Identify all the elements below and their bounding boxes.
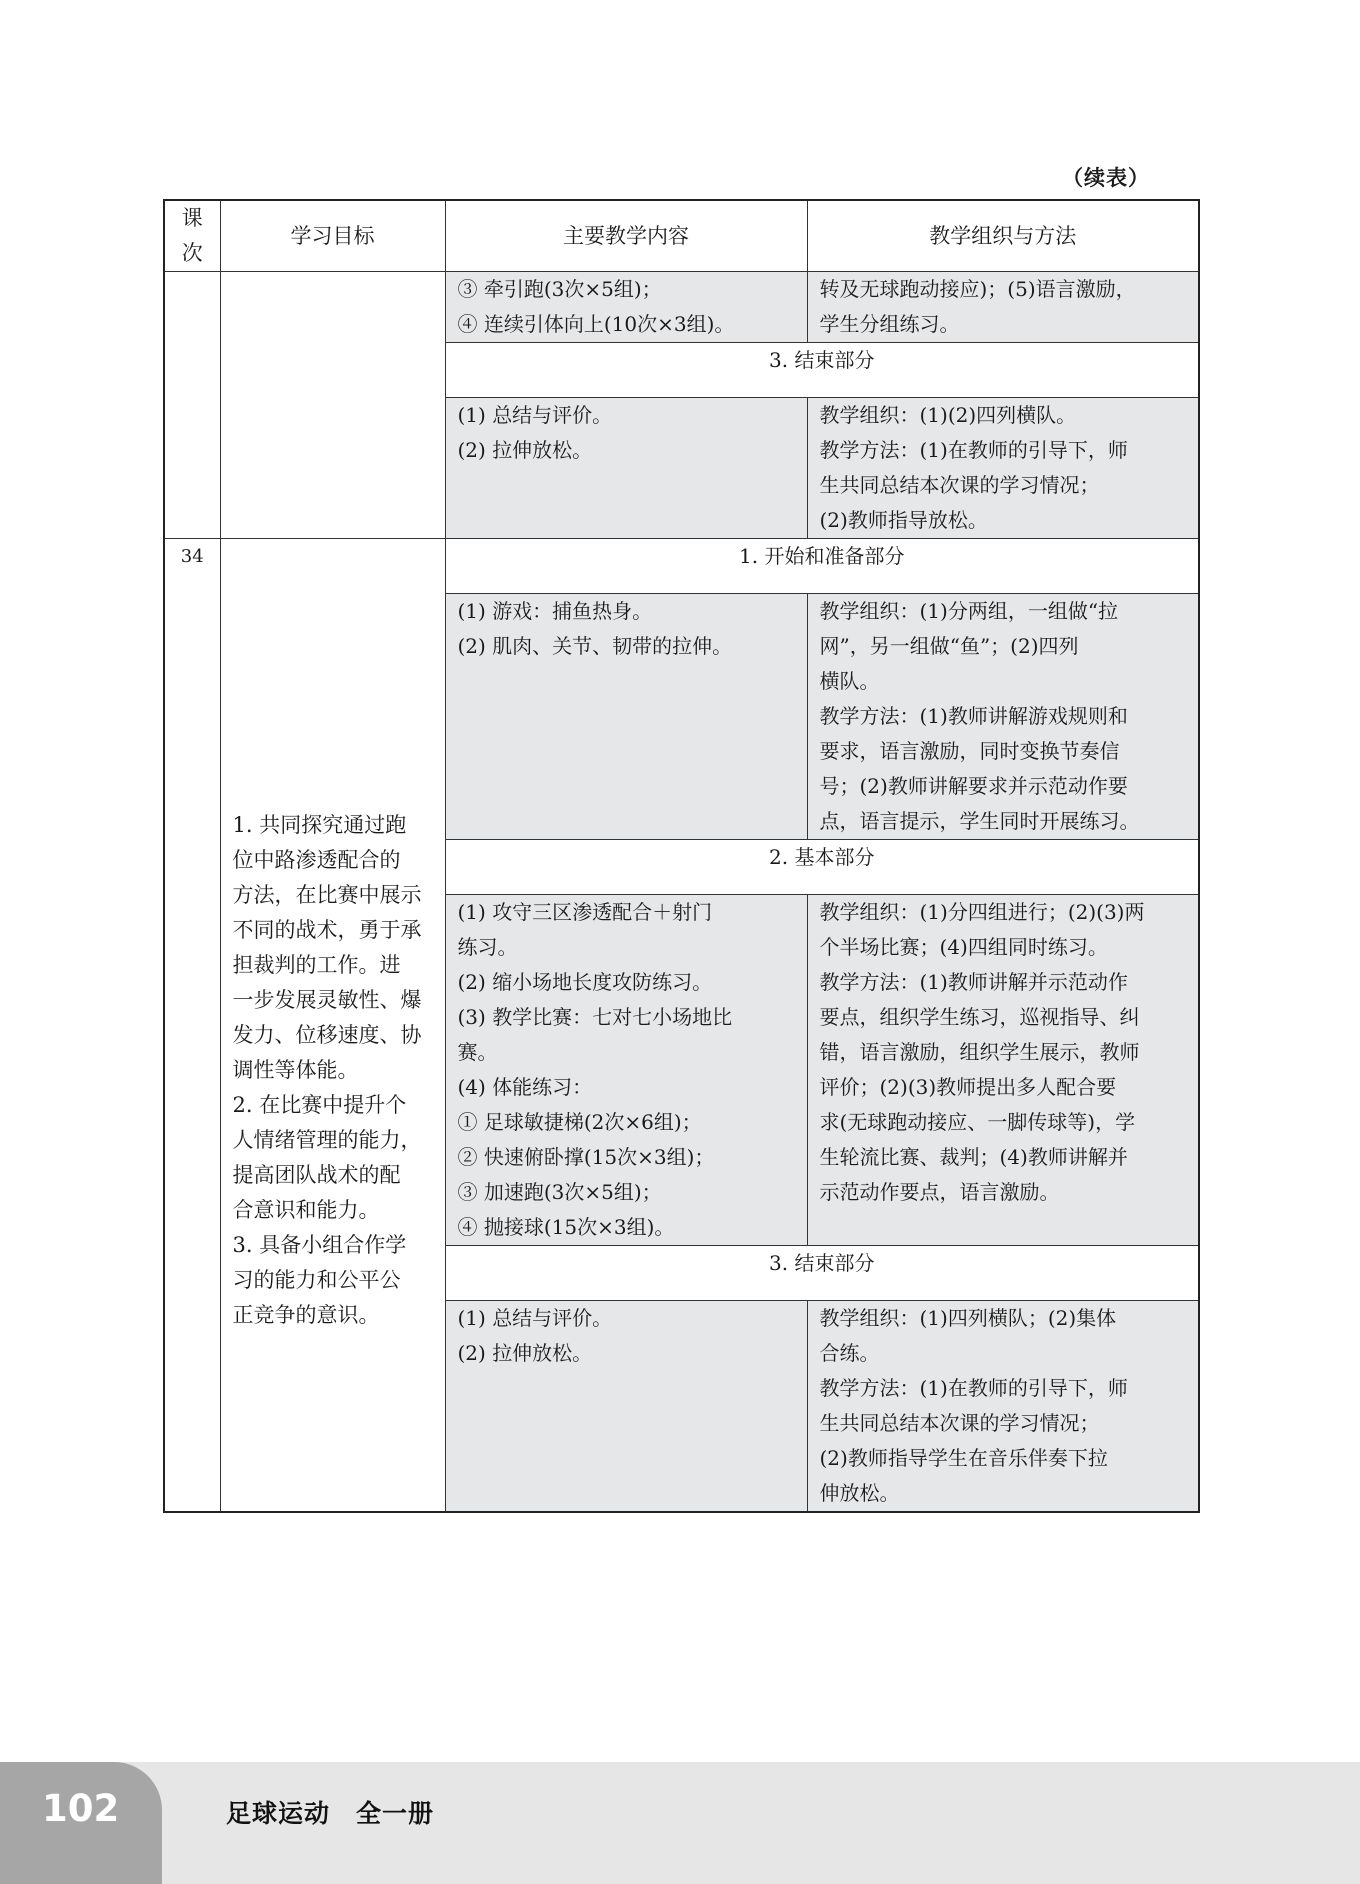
start-method: 教学组织：(1)分两组，一组做“拉 网”，另一组做“鱼”；(2)四列 横队。 教学方法：(1)教师讲解游戏规则和 要求，语言激励，同时变换节奏信 号；(2)教师讲解要求并示范动作要 点，语言提示，学生同时开展练习。 — [807, 594, 1199, 840]
lesson-goals: 1. 共同探究通过跑 位中路渗透配合的 方法，在比赛中展示 不同的战术，勇于承 担裁判的工作。进 一步发展灵敏性、爆 发力、位移速度、协 调性等体能。 2. 在比赛中提升个 人情绪管理的能力， 提高团队战术的配 合意识和能力。 3. 具备小组合作学 习的能力和公平公 正竞争的意识。 — [220, 539, 445, 1513]
cont-basic-content: ③ 牵引跑(3次×5组)； ④ 连续引体向上(10次×3组)。 — [445, 272, 807, 343]
header-row — [164, 200, 1199, 272]
footer-band — [0, 1762, 1360, 1884]
header-goals: 学习目标 — [220, 200, 445, 272]
header-lesson: 课次 — [164, 200, 220, 272]
lesson-plan-table — [163, 199, 1200, 1513]
lesson-number: 34 — [164, 539, 220, 1513]
cont-basic-method: 转及无球跑动接应)；(5)语言激励， 学生分组练习。 — [807, 272, 1199, 343]
header-method: 教学组织与方法 — [807, 200, 1199, 272]
section-heading-basic: 2. 基本部分 — [445, 840, 1199, 895]
end-content: (1) 总结与评价。 (2) 拉伸放松。 — [445, 1301, 807, 1513]
page-number: 102 — [42, 1787, 120, 1830]
header-content: 主要教学内容 — [445, 200, 807, 272]
end-method: 教学组织：(1)四列横队；(2)集体 合练。 教学方法：(1)在教师的引导下，师 生共同总结本次课的学习情况； (2)教师指导学生在音乐伴奏下拉 伸放松。 — [807, 1301, 1199, 1513]
cont-goals — [220, 272, 445, 539]
basic-content: (1) 攻守三区渗透配合＋射门 练习。 (2) 缩小场地长度攻防练习。 (3) 教学比赛：七对七小场地比 赛。 (4) 体能练习： ① 足球敏捷梯(2次×6组)； ② 快速俯卧撑(15次×3组)； ③ 加速跑(3次×5组)； ④ 抛接球(15次×3组)。 — [445, 895, 807, 1246]
cont-row-basic — [164, 272, 1199, 343]
book-title: 足球运动 全一册 — [226, 1799, 435, 1828]
cont-lesson-number — [164, 272, 220, 539]
section-heading-end-34: 3. 结束部分 — [445, 1246, 1199, 1301]
section-heading-end: 3. 结束部分 — [445, 343, 1199, 398]
basic-method: 教学组织：(1)分四组进行；(2)(3)两 个半场比赛；(4)四组同时练习。 教学方法：(1)教师讲解并示范动作 要点，组织学生练习，巡视指导、纠 错，语言激励，组织学生展示，教师 评价；(2)(3)教师提出多人配合要 求(无球跑动接应、一脚传球等)，学 生轮流比赛、裁判；(4)教师讲解并 示范动作要点，语言激励。 — [807, 895, 1199, 1246]
cont-end-method: 教学组织：(1)(2)四列横队。 教学方法：(1)在教师的引导下，师 生共同总结本次课的学习情况； (2)教师指导放松。 — [807, 398, 1199, 539]
start-content: (1) 游戏：捕鱼热身。 (2) 肌肉、关节、韧带的拉伸。 — [445, 594, 807, 840]
cont-end-content: (1) 总结与评价。 (2) 拉伸放松。 — [445, 398, 807, 539]
continuation-label: （续表） — [1062, 166, 1150, 190]
l34-section-start-row — [164, 539, 1199, 594]
section-heading-start: 1. 开始和准备部分 — [445, 539, 1199, 594]
